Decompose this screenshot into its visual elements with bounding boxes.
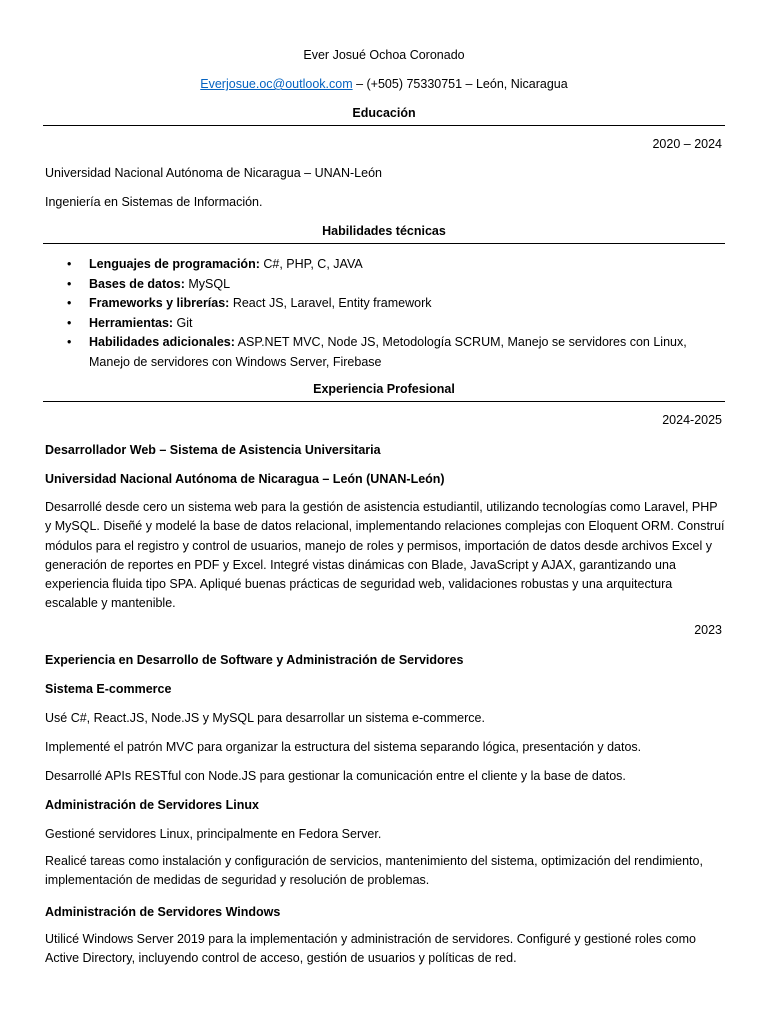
section-divider [43,125,725,126]
education-institution: Universidad Nacional Autónoma de Nicaragua – UNAN-León [45,166,382,180]
job1-date: 2024-2025 [662,413,722,427]
contact-details: – (+505) 75330751 – León, Nicaragua [352,77,568,91]
skill-value: Git [173,315,193,330]
skill-value: MySQL [184,276,231,291]
windows-line: Utilicé Windows Server 2019 para la implementación y administración de servidores. Configuré y gestioné roles como Active Directory, incluyendo control de acceso, gestión de usuarios y políticas de red. [45,932,696,966]
skill-value: ASP.NET MVC, Node JS, Metodología SCRUM, Manejo se servidores con Linux, Manejo de servidores con Windows Server, Firebase [89,335,687,369]
education-heading: Educación [352,106,416,120]
skill-item [45,294,725,314]
skill-value: React JS, Laravel, Entity framework [229,296,432,310]
education-date: 2020 – 2024 [652,137,722,151]
skills-list [45,255,725,372]
skill-label: Habilidades adicionales: [89,335,235,349]
linux-line: Realicé tareas como instalación y configuración de servicios, mantenimiento del sistema, optimización del rendimiento, implementación de medidas de seguridad y resolución de problemas. [45,854,703,888]
skill-item [45,333,725,372]
skill-value: C#, PHP, C, JAVA [259,257,363,271]
contact-line [0,76,768,92]
skill-label: Bases de datos: [89,276,185,291]
bullet-icon: • [67,257,72,271]
skill-label: Herramientas: [89,315,174,330]
ecommerce-line: Implementé el patrón MVC para organizar la estructura del sistema separando lógica, presentación y datos. [45,740,642,754]
skill-item [45,275,725,295]
skill-label: Lenguajes de programación: [89,257,260,271]
linux-line: Gestioné servidores Linux, principalmente en Fedora Server. [45,827,382,841]
skill-label: Frameworks y librerías: [89,296,230,310]
windows-heading: Administración de Servidores Windows [45,905,281,919]
bullet-icon: • [67,315,72,330]
job1-description: Desarrollé desde cero un sistema web para la gestión de asistencia estudiantil, utilizando tecnologías como Laravel, PHP y MySQL. Diseñé y modelé la base de datos relacional, implementando relaciones complejas con Eloquent ORM. Construí módulos para el registro y control de usuarios, manejo de roles y permisos, importación de datos desde archivos Excel y generación de reportes en PDF y Excel. Integré vistas dinámicas con Blade, JavaScript y AJAX, garantizando una experiencia fluida tipo SPA. Apliqué buenas prácticas de seguridad web, validaciones robustas y una arquitectura escalable y mantenible. [45,500,725,611]
email-link[interactable]: Everjosue.oc@outlook.com [200,77,353,91]
linux-heading: Administración de Servidores Linux [45,798,259,812]
section-divider [43,243,725,244]
job2-title: Experiencia en Desarrollo de Software y Administración de Servidores [45,653,464,667]
job2-date: 2023 [694,623,722,637]
job1-title: Desarrollador Web – Sistema de Asistencia Universitaria [45,443,381,457]
education-degree: Ingeniería en Sistemas de Información. [45,195,263,209]
bullet-icon: • [67,335,72,349]
skill-item [45,314,725,334]
experience-heading: Experiencia Profesional [313,382,455,396]
job1-organization: Universidad Nacional Autónoma de Nicaragua – León (UNAN-León) [45,472,445,486]
skill-item [45,255,725,275]
ecommerce-heading: Sistema E-commerce [45,682,172,696]
skills-heading: Habilidades técnicas [322,224,446,238]
ecommerce-line: Usé C#, React.JS, Node.JS y MySQL para desarrollar un sistema e-commerce. [45,711,485,725]
section-divider [43,401,725,402]
candidate-name: Ever Josué Ochoa Coronado [303,48,465,62]
bullet-icon: • [67,296,72,310]
bullet-icon: • [67,276,72,291]
ecommerce-line: Desarrollé APIs RESTful con Node.JS para gestionar la comunicación entre el cliente y la base de datos. [45,769,626,783]
